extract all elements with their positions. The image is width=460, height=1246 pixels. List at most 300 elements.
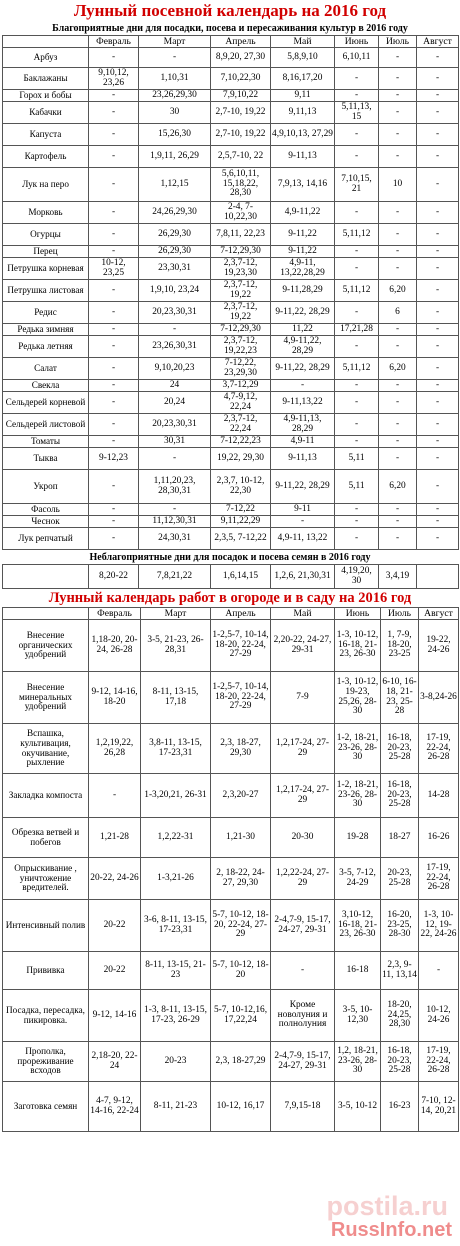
work-days-cell: 14-28 (419, 774, 459, 818)
crop-days-cell: 4,7-9,12, 22,24 (211, 392, 271, 414)
crop-row (3, 280, 459, 302)
crop-days-cell: 23,26,29,30 (139, 90, 211, 102)
crop-name-cell: Картофель (3, 146, 89, 168)
crop-days-cell: - (89, 470, 139, 504)
work-row (3, 858, 459, 900)
title-sowing-calendar: Лунный посевной календарь на 2016 год (0, 0, 460, 22)
sowing-table (2, 35, 459, 550)
work-name-cell: Посадка, пересадка, пикировка. (3, 990, 89, 1042)
crop-days-cell: 9-11,22, 28,29 (271, 302, 335, 324)
work-days-cell: 1-2,5-7, 10-14, 18-20, 22-24, 27-29 (211, 620, 271, 672)
work-days-cell: 17-19, 22-24, 26-28 (419, 858, 459, 900)
header-month: Июль (381, 608, 419, 620)
header-month: Июнь (335, 36, 379, 48)
work-days-cell: 1-3,21-26 (141, 858, 211, 900)
work-days-cell: 1-2, 18-21, 23-26, 28-30 (335, 724, 381, 774)
crop-days-cell: 4,9-11,22 (271, 202, 335, 224)
crop-row (3, 224, 459, 246)
work-days-cell: 1-2, 18-21, 23-26, 28-30 (335, 774, 381, 818)
work-days-cell: 8-11, 13-15, 17,18 (141, 672, 211, 724)
crop-days-cell: - (89, 168, 139, 202)
crop-days-cell: - (379, 448, 417, 470)
work-days-cell: 3,8-11, 13-15, 17-23,31 (141, 724, 211, 774)
crop-days-cell: - (379, 68, 417, 90)
crop-days-cell: 6,20 (379, 280, 417, 302)
crop-days-cell: - (379, 392, 417, 414)
crop-days-cell: 7-12,22 (211, 504, 271, 516)
crop-name-cell: Петрушка корневая (3, 258, 89, 280)
header-month: Апрель (211, 608, 271, 620)
crop-row (3, 146, 459, 168)
crop-days-cell: 7,9,10,22 (211, 90, 271, 102)
header-month: Февраль (89, 608, 141, 620)
header-month: Май (271, 608, 335, 620)
work-days-cell: 1-3, 8-11, 13-15, 17-23, 26-29 (141, 990, 211, 1042)
unfavorable-cell (417, 565, 459, 589)
crop-days-cell: 24,30,31 (139, 528, 211, 550)
crop-days-cell: - (417, 224, 459, 246)
work-days-cell: 3-5, 10-12 (335, 1082, 381, 1132)
crop-days-cell: - (379, 146, 417, 168)
crop-days-cell: - (89, 516, 139, 528)
work-days-cell: 1, 7-9, 18-20, 23-25 (381, 620, 419, 672)
unfavorable-table (2, 564, 459, 589)
crop-name-cell: Чеснок (3, 516, 89, 528)
crop-days-cell: 7-12,29,30 (211, 324, 271, 336)
crop-name-cell: Укроп (3, 470, 89, 504)
crop-days-cell: - (89, 202, 139, 224)
crop-days-cell: 2,3,7-12, 22,24 (211, 414, 271, 436)
crop-row (3, 436, 459, 448)
work-days-cell: 1,21-30 (211, 818, 271, 858)
work-days-cell: 3-8,24-26 (419, 672, 459, 724)
crop-days-cell: - (379, 504, 417, 516)
crop-days-cell: - (335, 380, 379, 392)
crop-days-cell: 6,20 (379, 470, 417, 504)
crop-days-cell: 4,9-11, 13,22,28,29 (271, 258, 335, 280)
crop-days-cell: - (379, 102, 417, 124)
works-table (2, 607, 459, 1132)
crop-days-cell: 3,7-12,29 (211, 380, 271, 392)
crop-days-cell: 9-11,13 (271, 448, 335, 470)
crop-days-cell: 11,12,30,31 (139, 516, 211, 528)
crop-days-cell: 15,26,30 (139, 124, 211, 146)
crop-row (3, 246, 459, 258)
work-days-cell: 1,2, 18-21, 23-26, 28-30 (335, 1042, 381, 1082)
crop-days-cell: - (335, 302, 379, 324)
crop-days-cell: 26,29,30 (139, 224, 211, 246)
crop-days-cell: - (89, 280, 139, 302)
crop-name-cell: Лук репчатый (3, 528, 89, 550)
work-days-cell: 1,18-20, 20-24, 26-28 (89, 620, 141, 672)
header-month: Июнь (335, 608, 381, 620)
crop-row (3, 48, 459, 68)
crop-days-cell: - (89, 146, 139, 168)
crop-days-cell: - (89, 302, 139, 324)
crop-days-cell: 9,11 (271, 90, 335, 102)
crop-row (3, 90, 459, 102)
crop-days-cell: 7,9,13, 14,16 (271, 168, 335, 202)
crop-days-cell: 1,9,11, 26,29 (139, 146, 211, 168)
crop-days-cell: 4,9-11,22, 28,29 (271, 336, 335, 358)
header-month: Июль (379, 36, 417, 48)
work-days-cell: 9-12, 14-16, 18-20 (89, 672, 141, 724)
work-days-cell: 1,2,17-24, 27-29 (271, 774, 335, 818)
crop-days-cell: 9-11,22 (271, 246, 335, 258)
crop-row (3, 102, 459, 124)
work-name-cell: Прививка (3, 952, 89, 990)
work-days-cell: 20-22 (89, 900, 141, 952)
work-days-cell: 5-7, 10-12, 18-20, 22-24, 27-29 (211, 900, 271, 952)
crop-days-cell: 5,11,12 (335, 224, 379, 246)
work-name-cell: Обрезка ветвей и побегов (3, 818, 89, 858)
crop-days-cell: 5,11,13, 15 (335, 102, 379, 124)
work-days-cell: 20-23, 25-28 (381, 858, 419, 900)
crop-days-cell: - (335, 436, 379, 448)
crop-days-cell: - (417, 48, 459, 68)
crop-row (3, 358, 459, 380)
crop-days-cell: - (417, 280, 459, 302)
work-days-cell: 19-22, 24-26 (419, 620, 459, 672)
unfavorable-cell: 1,2,6, 21,30,31 (271, 565, 335, 589)
work-days-cell: 2-4,7-9, 15-17, 24-27, 29-31 (271, 900, 335, 952)
crop-days-cell: - (335, 528, 379, 550)
subtitle-favorable-days: Благоприятные дни для посадки, посева и пересаживания культур в 2016 году (52, 23, 408, 34)
crop-days-cell: - (271, 380, 335, 392)
crop-days-cell: 5,11 (335, 448, 379, 470)
crop-days-cell: - (89, 358, 139, 380)
work-row (3, 620, 459, 672)
crop-days-cell: 7,10,22,30 (211, 68, 271, 90)
crop-days-cell: - (417, 448, 459, 470)
work-days-cell: 1,2,22-31 (141, 818, 211, 858)
work-days-cell: 3-5, 7-12, 24-29 (335, 858, 381, 900)
crop-days-cell: - (89, 48, 139, 68)
crop-days-cell: 30,31 (139, 436, 211, 448)
work-name-cell: Опрыскивание , уничтожение вредителей. (3, 858, 89, 900)
crop-row (3, 302, 459, 324)
crop-name-cell: Капуста (3, 124, 89, 146)
work-days-cell: - (89, 774, 141, 818)
crop-days-cell: - (417, 168, 459, 202)
works-header-row (3, 608, 459, 620)
crop-days-cell: - (379, 246, 417, 258)
work-days-cell: 2,3, 9-11, 13,14 (381, 952, 419, 990)
work-days-cell: 10-12, 24-26 (419, 990, 459, 1042)
work-days-cell: - (271, 952, 335, 990)
work-days-cell: 3-5, 21-23, 26-28,31 (141, 620, 211, 672)
crop-days-cell: - (89, 90, 139, 102)
unfavorable-cell: 7,8,21,22 (139, 565, 211, 589)
crop-name-cell: Морковь (3, 202, 89, 224)
crop-days-cell: 2,3,7, 10-12, 22,30 (211, 470, 271, 504)
crop-days-cell: - (417, 504, 459, 516)
crop-days-cell: 5,11,12 (335, 358, 379, 380)
crop-days-cell: 6,20 (379, 358, 417, 380)
work-days-cell: 1-3,20,21, 26-31 (141, 774, 211, 818)
crop-days-cell: - (417, 528, 459, 550)
crop-days-cell: 9-11,13 (271, 146, 335, 168)
crop-days-cell: 6,10,11 (335, 48, 379, 68)
crop-days-cell: - (335, 336, 379, 358)
crop-days-cell: 2,3,7-12, 19,23,30 (211, 258, 271, 280)
work-days-cell: 16-18, 20-23, 25-28 (381, 1042, 419, 1082)
work-days-cell: 2,3, 18-27,29 (211, 1042, 271, 1082)
work-days-cell: 2,20-22, 24-27, 29-31 (271, 620, 335, 672)
work-row (3, 952, 459, 990)
crop-days-cell: - (417, 470, 459, 504)
work-days-cell: 1,2,17-24, 27-29 (271, 724, 335, 774)
work-days-cell: 1-2,5-7, 10-14, 18-20, 22-24, 27-29 (211, 672, 271, 724)
crop-row (3, 380, 459, 392)
work-days-cell: 10-12, 16,17 (211, 1082, 271, 1132)
crop-days-cell: 1,10,31 (139, 68, 211, 90)
crop-days-cell: 2-4, 7-10,22,30 (211, 202, 271, 224)
work-row (3, 990, 459, 1042)
crop-days-cell: 9,11,22,29 (211, 516, 271, 528)
crop-days-cell: 9,10,12, 23,26 (89, 68, 139, 90)
crop-row (3, 68, 459, 90)
crop-days-cell: 9-12,23 (89, 448, 139, 470)
crop-row (3, 124, 459, 146)
unfavorable-cell: 3,4,19 (379, 565, 417, 589)
crop-days-cell: - (139, 48, 211, 68)
crop-name-cell: Тыква (3, 448, 89, 470)
crop-days-cell: 17,21,28 (335, 324, 379, 336)
crop-days-cell: - (89, 436, 139, 448)
crop-row (3, 528, 459, 550)
crop-days-cell: - (335, 414, 379, 436)
title-garden-works: Лунный календарь работ в огороде и в саду на 2016 год (0, 590, 460, 607)
crop-row (3, 448, 459, 470)
crop-days-cell: - (379, 436, 417, 448)
crop-days-cell: - (379, 48, 417, 68)
work-row (3, 818, 459, 858)
crop-name-cell: Огурцы (3, 224, 89, 246)
work-days-cell: 5-7, 10-12, 18-20 (211, 952, 271, 990)
work-days-cell: 3-5, 10-12,30 (335, 990, 381, 1042)
crop-name-cell: Кабачки (3, 102, 89, 124)
crop-days-cell: - (417, 336, 459, 358)
header-crop (3, 36, 89, 48)
crop-days-cell: 20,23,30,31 (139, 414, 211, 436)
crop-row (3, 504, 459, 516)
crop-days-cell: - (335, 90, 379, 102)
work-days-cell: 2-4,7-9, 15-17, 24-27, 29-31 (271, 1042, 335, 1082)
watermark-postila: postila.ru (326, 1191, 448, 1221)
crop-days-cell: - (335, 202, 379, 224)
crop-name-cell: Лук на перо (3, 168, 89, 202)
crop-days-cell: - (89, 380, 139, 392)
crop-name-cell: Редька зимняя (3, 324, 89, 336)
crop-days-cell: - (335, 146, 379, 168)
work-days-cell: 4-7, 9-12, 14-16, 22-24 (89, 1082, 141, 1132)
work-days-cell: 9-12, 14-16 (89, 990, 141, 1042)
crop-days-cell: 23,26,30,31 (139, 336, 211, 358)
crop-days-cell: - (335, 504, 379, 516)
crop-name-cell: Сельдерей листовой (3, 414, 89, 436)
work-days-cell: 1-3, 10-12, 19-22, 24-26 (419, 900, 459, 952)
crop-days-cell: 2,3,7-12, 19,22,23 (211, 336, 271, 358)
crop-days-cell: 7-12,22,23 (211, 436, 271, 448)
work-days-cell: - (419, 952, 459, 990)
header-month: Март (141, 608, 211, 620)
work-name-cell: Прополка, прореживание всходов (3, 1042, 89, 1082)
crop-days-cell: - (379, 414, 417, 436)
crop-days-cell: - (335, 516, 379, 528)
work-name-cell: Закладка компоста (3, 774, 89, 818)
crop-days-cell: 9-11,22, 28,29 (271, 358, 335, 380)
crop-days-cell: 19,22, 29,30 (211, 448, 271, 470)
work-days-cell: 2,18-20, 22-24 (89, 1042, 141, 1082)
crop-name-cell: Редис (3, 302, 89, 324)
unfavorable-row (3, 565, 459, 589)
crop-days-cell: - (379, 516, 417, 528)
work-days-cell: 19-28 (335, 818, 381, 858)
crop-days-cell: 7,10,15, 21 (335, 168, 379, 202)
crop-days-cell: - (417, 246, 459, 258)
crop-days-cell: - (417, 202, 459, 224)
crop-name-cell: Свекла (3, 380, 89, 392)
crop-name-cell: Баклажаны (3, 68, 89, 90)
crop-days-cell: - (89, 246, 139, 258)
crop-days-cell: - (89, 336, 139, 358)
crop-days-cell: 2,3,7-12, 19,22 (211, 302, 271, 324)
crop-name-cell: Редька летняя (3, 336, 89, 358)
crop-days-cell: - (379, 324, 417, 336)
crop-days-cell: 4,9-11 (271, 436, 335, 448)
work-days-cell: 7,9,15-18 (271, 1082, 335, 1132)
work-name-cell: Интенсивный полив (3, 900, 89, 952)
crop-days-cell: 9-11,22, 28,29 (271, 470, 335, 504)
crop-days-cell: 8,9,20, 27,30 (211, 48, 271, 68)
crop-days-cell: - (417, 258, 459, 280)
crop-days-cell: - (417, 146, 459, 168)
crop-days-cell: 9-11,28,29 (271, 280, 335, 302)
crop-row (3, 392, 459, 414)
work-name-cell: Вспашка, культивация, окучивание, рыхление (3, 724, 89, 774)
crop-days-cell: 2,7-10, 19,22 (211, 124, 271, 146)
crop-days-cell: - (417, 124, 459, 146)
work-days-cell: 2,3,20-27 (211, 774, 271, 818)
crop-days-cell: 7,8,11, 22,23 (211, 224, 271, 246)
crop-row (3, 516, 459, 528)
crop-row (3, 414, 459, 436)
crop-days-cell: 9-11 (271, 504, 335, 516)
header-month: Август (419, 608, 459, 620)
crop-days-cell: 2,3,5, 7-12,22 (211, 528, 271, 550)
crop-days-cell: - (417, 102, 459, 124)
work-days-cell: 16-18, 20-23, 25-28 (381, 724, 419, 774)
crop-days-cell: 4,9,10,13, 27,29 (271, 124, 335, 146)
crop-row (3, 336, 459, 358)
crop-days-cell: 7-12,22, 23,29,30 (211, 358, 271, 380)
crop-name-cell: Сельдерей корневой (3, 392, 89, 414)
watermark-russinfo: RussInfo.net (330, 1219, 452, 1241)
crop-days-cell: 5,11 (335, 470, 379, 504)
crop-days-cell: 30 (139, 102, 211, 124)
crop-days-cell: - (89, 102, 139, 124)
work-days-cell: 7-9 (271, 672, 335, 724)
work-days-cell: Кроме новолуния и полнолуния (271, 990, 335, 1042)
work-days-cell: 16-26 (419, 818, 459, 858)
crop-days-cell: 10-12, 23,25 (89, 258, 139, 280)
crop-days-cell: 5,6,10,11, 15,18,22, 28,30 (211, 168, 271, 202)
crop-days-cell: 24,26,29,30 (139, 202, 211, 224)
crop-days-cell: - (379, 258, 417, 280)
crop-days-cell: 9,10,20,23 (139, 358, 211, 380)
crop-days-cell: 4,9-11,13, 28,29 (271, 414, 335, 436)
work-days-cell: 8-11, 13-15, 21-23 (141, 952, 211, 990)
crop-days-cell: 2,3,7-12, 19,22 (211, 280, 271, 302)
work-days-cell: 1,2,22-24, 27-29 (271, 858, 335, 900)
crop-row (3, 168, 459, 202)
work-days-cell: 7-10, 12-14, 20,21 (419, 1082, 459, 1132)
crop-row (3, 258, 459, 280)
work-days-cell: 18-27 (381, 818, 419, 858)
work-days-cell: 8-11, 21-23 (141, 1082, 211, 1132)
crop-days-cell: 7-12,29,30 (211, 246, 271, 258)
crop-days-cell: - (379, 202, 417, 224)
crop-days-cell: 11,22 (271, 324, 335, 336)
work-days-cell: 1,21-28 (89, 818, 141, 858)
crop-days-cell: - (417, 392, 459, 414)
crop-days-cell: - (379, 528, 417, 550)
crop-name-cell: Фасоль (3, 504, 89, 516)
crop-days-cell: 23,30,31 (139, 258, 211, 280)
header-work (3, 608, 89, 620)
crop-row (3, 324, 459, 336)
crop-days-cell: 2,7-10, 19,22 (211, 102, 271, 124)
crop-days-cell: - (379, 224, 417, 246)
work-days-cell: 1-3, 10-12, 19-23, 25,26, 28-30 (335, 672, 381, 724)
work-days-cell: 3-6, 8-11, 13-15, 17-23,31 (141, 900, 211, 952)
header-month: Февраль (89, 36, 139, 48)
crop-days-cell: 10 (379, 168, 417, 202)
crop-days-cell: - (89, 224, 139, 246)
crop-days-cell: - (379, 336, 417, 358)
crop-days-cell: 5,8,9,10 (271, 48, 335, 68)
crop-days-cell: 9,11,13 (271, 102, 335, 124)
work-days-cell: 17-19, 22-24, 26-28 (419, 724, 459, 774)
subtitle-unfavorable-days: Неблагоприятные дни для посадок и посева семян в 2016 году (89, 552, 371, 563)
crop-days-cell: 1,9,10, 23,24 (139, 280, 211, 302)
work-name-cell: Заготовка семян (3, 1082, 89, 1132)
crop-name-cell: Перец (3, 246, 89, 258)
work-days-cell: 2, 18-22, 24-27, 29,30 (211, 858, 271, 900)
crop-days-cell: 2,5,7-10, 22 (211, 146, 271, 168)
crop-days-cell: 1,12,15 (139, 168, 211, 202)
work-days-cell: 1,2,19,22, 26,28 (89, 724, 141, 774)
work-days-cell: 20-30 (271, 818, 335, 858)
work-days-cell: 17-19, 22-24, 26-28 (419, 1042, 459, 1082)
crop-days-cell: - (89, 392, 139, 414)
crop-days-cell: - (89, 124, 139, 146)
work-days-cell: 2,3, 18-27, 29,30 (211, 724, 271, 774)
crop-days-cell: - (417, 358, 459, 380)
crop-days-cell: 24 (139, 380, 211, 392)
work-row (3, 1082, 459, 1132)
crop-days-cell: 9-11,22 (271, 224, 335, 246)
crop-days-cell: 8,16,17,20 (271, 68, 335, 90)
header-month: Март (139, 36, 211, 48)
crop-days-cell: - (271, 516, 335, 528)
crop-days-cell: - (417, 516, 459, 528)
crop-days-cell: 1,11,20,23, 28,30,31 (139, 470, 211, 504)
crop-days-cell: 26,29,30 (139, 246, 211, 258)
crop-days-cell: - (335, 246, 379, 258)
crop-days-cell: - (417, 68, 459, 90)
